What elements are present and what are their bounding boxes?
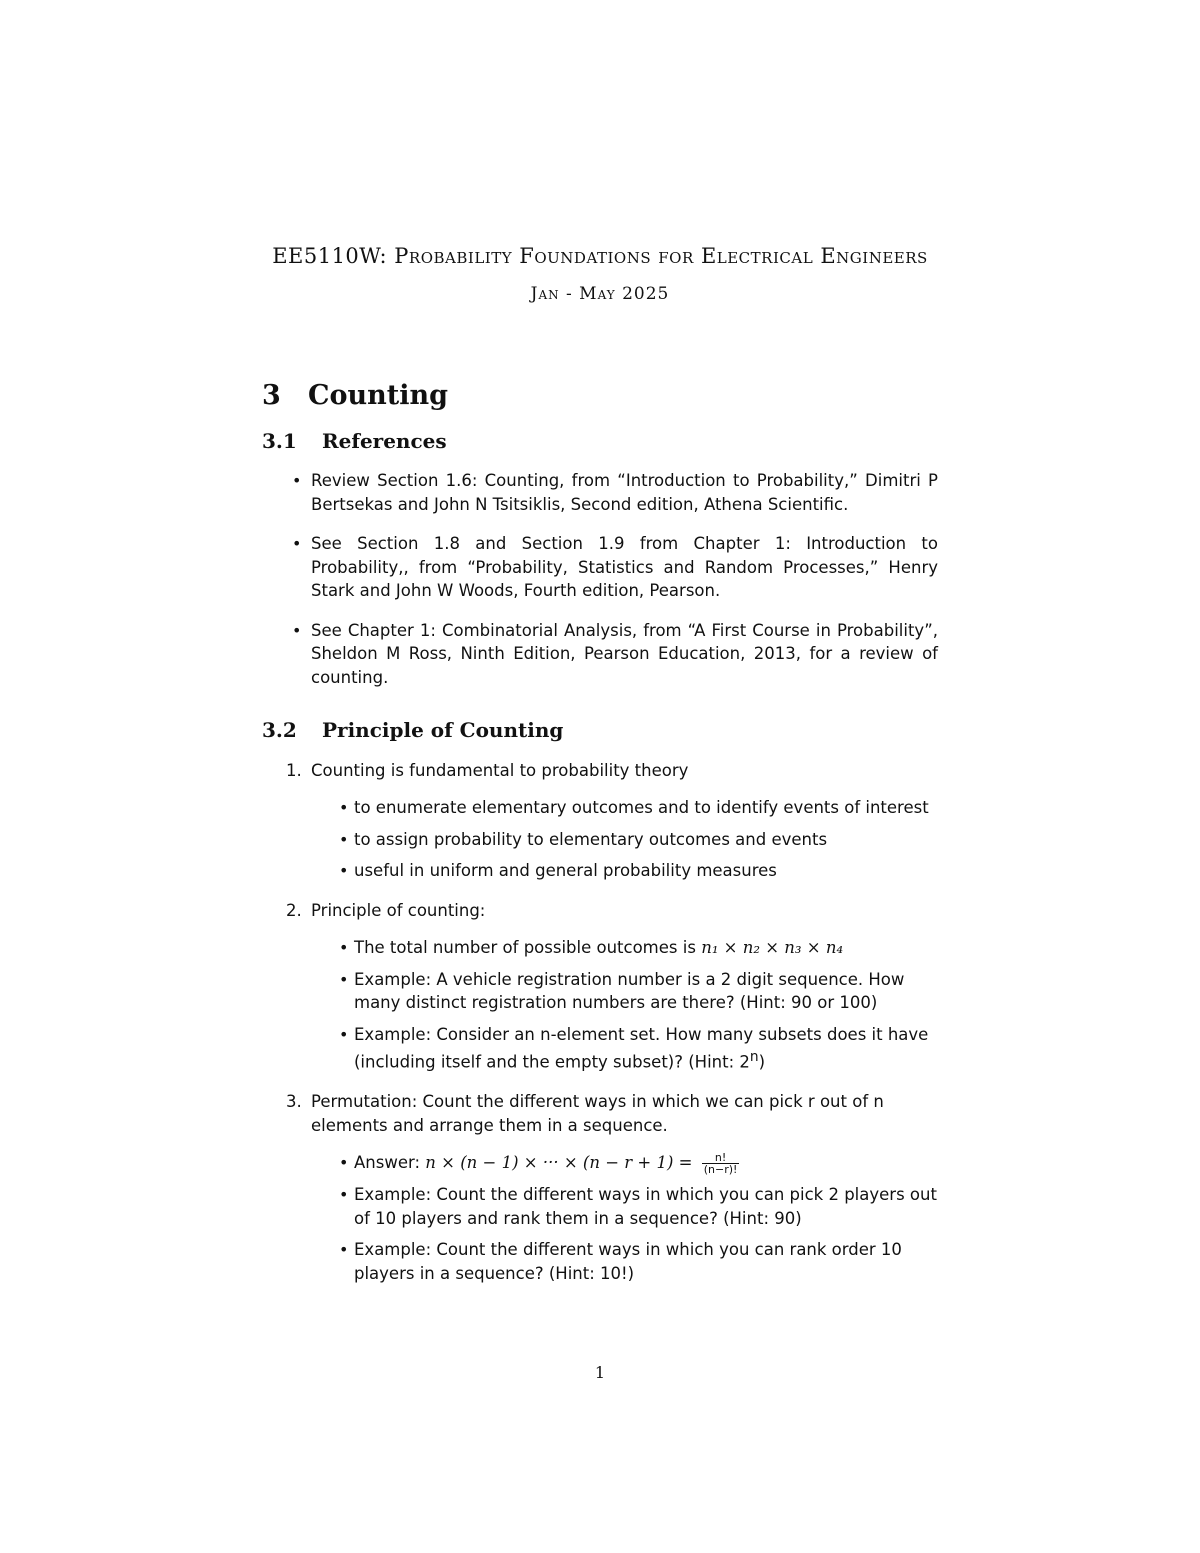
subsection-number: 3.1 [262, 428, 297, 453]
page-number: 1 [594, 1363, 606, 1382]
list-item [262, 899, 938, 1075]
item-text: Permutation: Count the different ways in which we can pick r out of n elements and arrange them in a sequence. [311, 1092, 884, 1135]
course-title: EE5110W: Probability Foundations for Electrical Engineers [272, 244, 928, 268]
item-text: Principle of counting: [311, 900, 486, 920]
list-item [262, 759, 938, 883]
subsection-heading-references [262, 430, 938, 454]
item-number: 2. [286, 900, 302, 920]
subsection-title: References [322, 428, 447, 453]
sub-item [311, 936, 938, 960]
sub-item: • useful in uniform and general probability measures [311, 859, 938, 883]
sub-item: • to enumerate elementary outcomes and to identify events of interest [311, 796, 938, 820]
sub-item: • Example: Count the different ways in which you can pick 2 players out of 10 players and rank them in a sequence? (Hint: 90) [311, 1183, 938, 1230]
sub-item: • Example: A vehicle registration number is a 2 digit sequence. How many distinct registration numbers are there? (Hint: 90 or 100) [311, 968, 938, 1015]
references-list [262, 469, 938, 689]
subsection-heading-principle [262, 719, 938, 743]
item-number: 3. [286, 1092, 302, 1111]
sub-list [311, 796, 938, 883]
superscript: n [749, 1049, 759, 1065]
reference-item: • Review Section 1.6: Counting, from “Introduction to Probability,” Dimitri P Bertsekas and John N Tsitsiklis, Second edition, Athena Scientific. [262, 469, 938, 516]
course-term: Jan - May 2025 [530, 284, 670, 304]
section-title: Counting [308, 380, 448, 411]
fraction-denominator: (n−r)! [703, 1163, 738, 1176]
sub-item-text: Answer: [354, 1153, 421, 1172]
formula: n₁ × n₂ × n₃ × n₄ [701, 938, 844, 957]
reference-item: • See Chapter 1: Combinatorial Analysis, from “A First Course in Probability”, Sheldon M Ross, Ninth Edition, Pearson Education, 2013, for a review of counting. [262, 619, 938, 690]
sub-item-text: The total number of possible outcomes is [354, 938, 696, 957]
reference-item: • See Section 1.8 and Section 1.9 from Chapter 1: Introduction to Probability,, from “Probability, Statistics and Random Processes,” Henry Stark and John W Woods, Fourth edition, Pearson. [262, 532, 938, 603]
sub-item-text-end: ) [758, 1052, 766, 1072]
formula: n × (n − 1) × ··· × (n − r + 1) = [425, 1153, 693, 1172]
sub-item: • Example: Count the different ways in which you can rank order 10 players in a sequence? (Hint: 10!) [311, 1238, 938, 1285]
subsection-title: Principle of Counting [322, 718, 564, 742]
page-content [262, 380, 938, 1301]
sub-list [311, 936, 938, 1074]
principle-list [262, 759, 938, 1286]
item-text: Counting is fundamental to probability theory [311, 760, 689, 780]
sub-item-text: Example: Consider an n-element set. How many subsets does it have (including itself and the empty subset)? (Hint: 2 [354, 1024, 929, 1072]
section-heading [262, 380, 938, 411]
fraction [702, 1152, 740, 1175]
sub-list [311, 1151, 938, 1285]
sub-item: • to assign probability to elementary outcomes and events [311, 828, 938, 852]
item-number: 1. [286, 760, 302, 780]
list-item [262, 1090, 938, 1285]
sub-item [311, 1151, 938, 1175]
sub-item [311, 1023, 938, 1075]
subsection-number: 3.2 [262, 718, 297, 742]
section-number: 3 [262, 380, 281, 411]
fraction-numerator: n! [714, 1151, 727, 1164]
